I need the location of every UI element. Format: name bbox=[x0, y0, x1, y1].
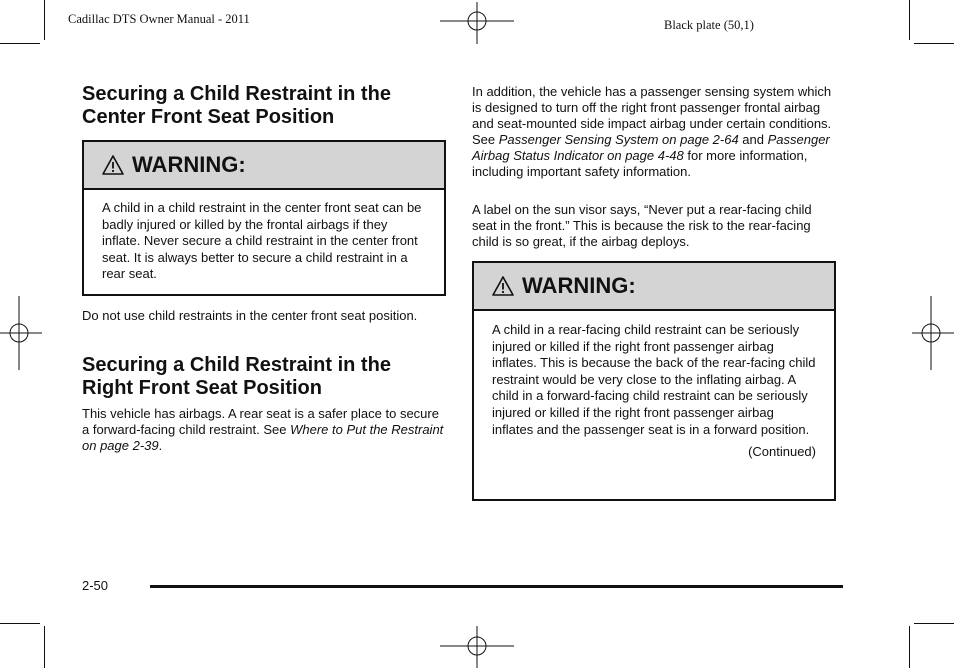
header-plate-label: Black plate (50,1) bbox=[664, 18, 754, 32]
warning-header bbox=[84, 142, 444, 190]
warning-text: A child in a rear-facing child restraint can be seriously injured or killed if the right front passenger airbag inflates. This is because the back of the rear-facing child restraint would be very close to the inflating airbag. A child in a forward-facing child restraint can be seriously injured or killed if the right front passenger airbag inflates and the passenger seat is in a forward position. bbox=[492, 322, 816, 437]
crop-mark bbox=[0, 623, 40, 624]
crop-mark bbox=[44, 626, 45, 668]
body-paragraph: Do not use child restraints in the center front seat position. bbox=[82, 308, 418, 323]
body-paragraph: A label on the sun visor says, “Never put a rear-facing child seat in the front.” This is because the risk to the rear-facing child is so great, if the airbag deploys. bbox=[472, 202, 812, 249]
warning-header bbox=[474, 263, 834, 311]
warning-text-block bbox=[474, 311, 834, 461]
warning-box bbox=[82, 140, 446, 296]
warning-box bbox=[472, 261, 836, 501]
warning-text: A child in a child restraint in the center front seat can be badly injured or killed by the frontal airbags if they inflate. Never secure a child restraint in the center front seat. It is always better to secure a child restraint in a rear seat. bbox=[102, 200, 422, 282]
registration-mark-icon bbox=[440, 2, 514, 44]
continued-label: (Continued) bbox=[748, 444, 816, 460]
section-heading: Securing a Child Restraint in the Right Front Seat Position bbox=[82, 354, 391, 399]
crop-mark bbox=[909, 626, 910, 668]
warning-triangle-icon bbox=[102, 155, 124, 175]
page-number: 2-50 bbox=[82, 578, 109, 593]
registration-mark-icon bbox=[0, 296, 42, 370]
page-reference-link[interactable]: Passenger Sensing System on page 2-64 bbox=[498, 132, 739, 147]
page-reference-link[interactable]: Passenger Airbag Status Indicator on page 4-48 bbox=[472, 132, 830, 163]
crop-mark bbox=[914, 623, 954, 624]
body-paragraph: In addition, the vehicle has a passenger sensing system which is designed to turn off the right front passenger frontal airbag and seat-mounted side impact airbag under certain conditions. See Passenger Sensing System on page 2-64 and Passenger Airbag Status Indicator on page 4-48 for more information, including important safety information. bbox=[472, 84, 832, 179]
crop-mark bbox=[0, 43, 40, 44]
page-reference-link[interactable]: Where to Put the Restraint on page 2-39 bbox=[82, 422, 444, 453]
header-manual-title: Cadillac DTS Owner Manual - 2011 bbox=[68, 12, 250, 26]
crop-mark bbox=[909, 0, 910, 40]
warning-title: WARNING: bbox=[132, 152, 246, 177]
registration-mark-icon bbox=[912, 296, 954, 370]
left-column bbox=[82, 83, 446, 129]
footer-rule bbox=[150, 585, 843, 588]
registration-mark-icon bbox=[440, 626, 514, 668]
warning-triangle-icon bbox=[492, 276, 514, 296]
crop-mark bbox=[914, 43, 954, 44]
crop-mark bbox=[44, 0, 45, 40]
warning-title: WARNING: bbox=[522, 273, 636, 298]
body-paragraph: This vehicle has airbags. A rear seat is a safer place to secure a forward-facing child restraint. See Where to Put the Restraint on page 2-39. bbox=[82, 406, 444, 453]
section-heading: Securing a Child Restraint in the Center Front Seat Position bbox=[82, 83, 391, 128]
